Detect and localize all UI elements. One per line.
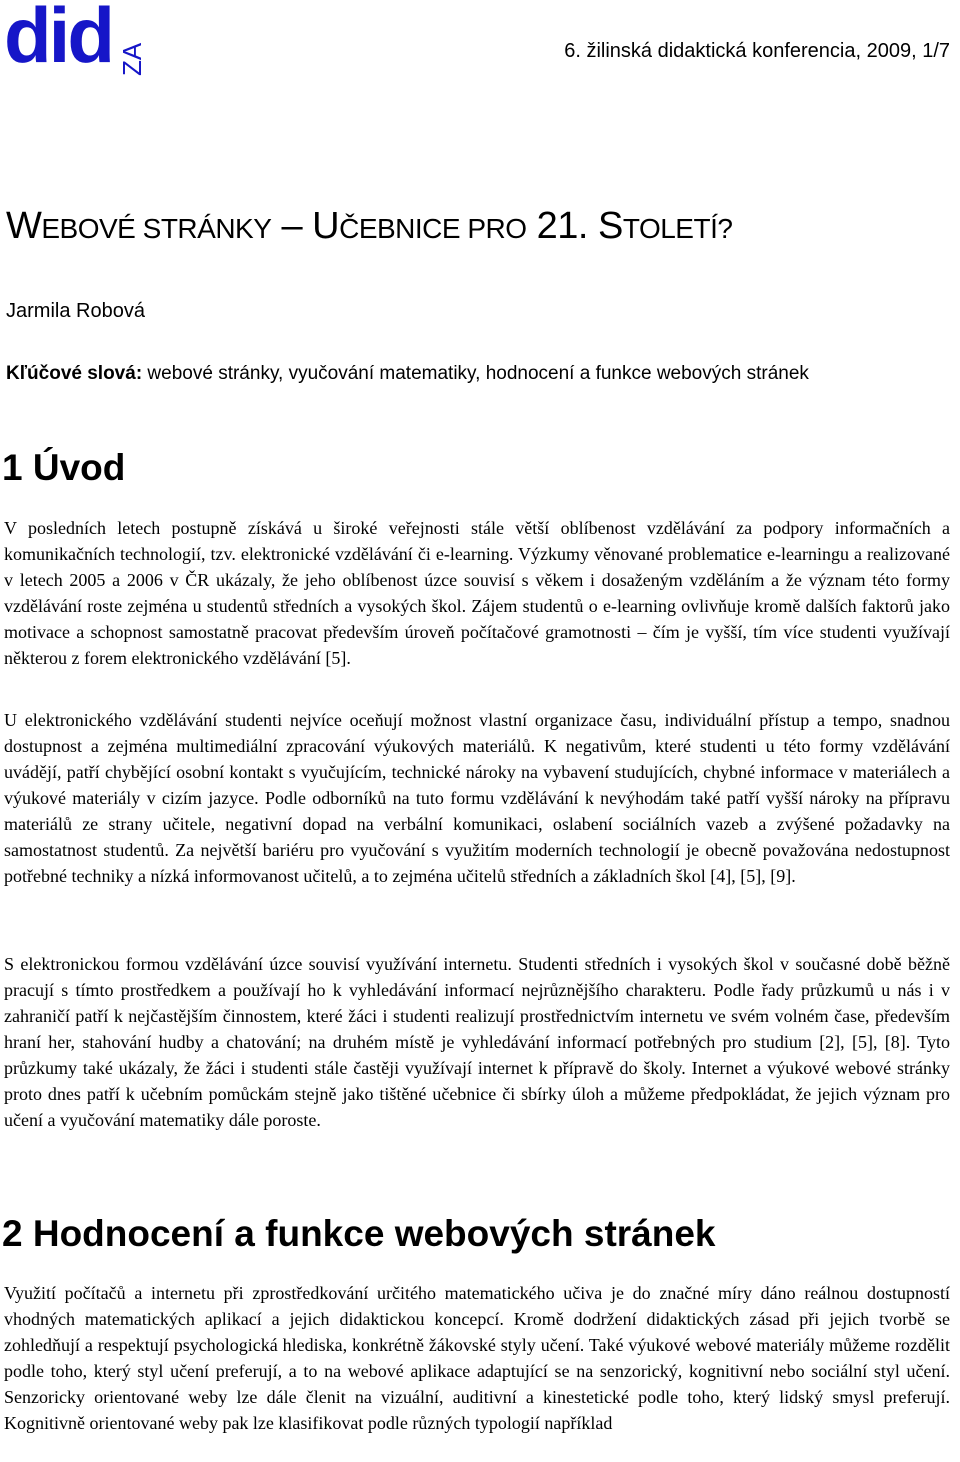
logo-did-text: did (4, 0, 112, 79)
logo-za (114, 16, 147, 78)
title-part: TOLETÍ? (622, 213, 733, 244)
section-heading: 2 Hodnocení a funkce webových stránek (2, 1213, 716, 1254)
title-initial: U (312, 205, 340, 247)
paragraph: Využití počítačů a internetu při zprostředkování určitého matematického učiva je do značné míry dáno reálnou dostupností vhodných matematických aplikací a jejich didaktickou koncepcí. Kromě dodržení didaktických zásad při jejich tvorbě se zohledňují a respektují psychologická hlediska, konkrétně žákovské styly učení. Také výukové webové materiály můžeme rozdělit podle toho, který styl učení preferují, a to na webové aplikace adaptující se na senzorický, kognitivní nebo sociální styl učení. Senzoricky orientované weby lze dále členit na vizuální, auditivní a kinestetické podle toho, který lidský smysl preferují. Kognitivně orientované weby pak lze klasifikovat podle různých typologií například (4, 1283, 950, 1433)
title-part: ČEBNICE PRO (339, 213, 527, 244)
title-initial: S (597, 205, 623, 247)
keywords-label: Kľúčové slová: (6, 363, 143, 384)
title-number: 21. (526, 205, 598, 247)
title-initial: W (6, 205, 42, 247)
paragraph: U elektronického vzdělávání studenti nejvíce oceňují možnost vlastní organizace času, individuální přístup a tempo, snadnou dostupnost a zejména multimediální zpracování výukových materiálů. K negativům, které studenti u této formy vzdělávání uvádějí, patří chybějící osobní kontakt s vyučujícím, technické nároky na vybavení studujících, chybné informace v materiálech a výukové materiály v cizím jazyce. Podle odborníků na tuto formu vzdělávání k nevýhodám také patří vyšší nároky na přípravu materiálů ze strany učitele, negativní dopad na verbální komunikaci, oslabení sociálních vazeb a zvýšené požadavky na samostatnost studentů. Za největší bariéru pro vyučování s využitím moderních technologií je obecně považována nedostupnost potřebné techniky a nízká informovanost učitelů, a to zejména učitelů středních a základních škol [4], [5], [9]. (4, 710, 950, 886)
logo-za-text: ZA (117, 42, 147, 76)
title-dash: – (271, 205, 313, 247)
author-name: Jarmila Robová (6, 300, 145, 322)
keywords-text: webové stránky, vyučování matematiky, hodnocení a funkce webových stránek (142, 363, 809, 384)
conference-info: 6. žilinská didaktická konferencia, 2009, 1/7 (564, 40, 950, 62)
keywords (6, 363, 809, 385)
paragraph: V posledních letech postupně získává u široké veřejnosti stále větší oblíbenost vzdělávání za podpory informačních a komunikačních technologií, tzv. elektronické vzdělávání či e-learning. Výzkumy věnované problematice e-learningu a realizované v letech 2005 a 2006 v ČR ukázaly, že jeho oblíbenost úzce souvisí s věkem i dosaženým vzděláním a že význam této formy vzdělávání roste zejména u studentů středních a vysokých škol. Zájem studentů o e-learning ovlivňuje kromě dalších faktorů jako motivace a schopnost samostatně pracovat především úroveň počítačové gramotnosti – čím je vyšší, tím více studenti využívají některou z forem elektronického vzdělávání [5]. (4, 518, 950, 668)
paper-title (6, 205, 732, 248)
section-heading: 1 Úvod (2, 447, 126, 488)
paragraph: S elektronickou formou vzdělávání úzce souvisí využívání internetu. Studenti středních i vysokých škol v současné době běžně pracují s tímto prostředkem a používají ho k vyhledávání informací nejrůznějšího charakteru. Podle řady průzkumů u nás i v zahraničí patří k nejčastějším činnostem, které žáci i studenti realizují prostřednictvím internetu ve svém volném čase, především hraní her, stahování hudby a chatování; na druhém místě je vyhledávání informací potřebných pro studium [2], [5], [8]. Tyto průzkumy také ukázaly, že žáci i studenti stále častěji využívají internet k přípravě do školy. Internet a výukové webové stránky proto dnes patří k učebním pomůckám stejně jako tištěné učebnice či sbírky úloh a můžeme předpokládat, že jejich význam pro učení a vyučování matematiky dále poroste. (4, 954, 950, 1130)
title-part: EBOVÉ STRÁNKY (41, 213, 272, 244)
page-header (0, 0, 960, 100)
didza-logo (4, 0, 147, 82)
